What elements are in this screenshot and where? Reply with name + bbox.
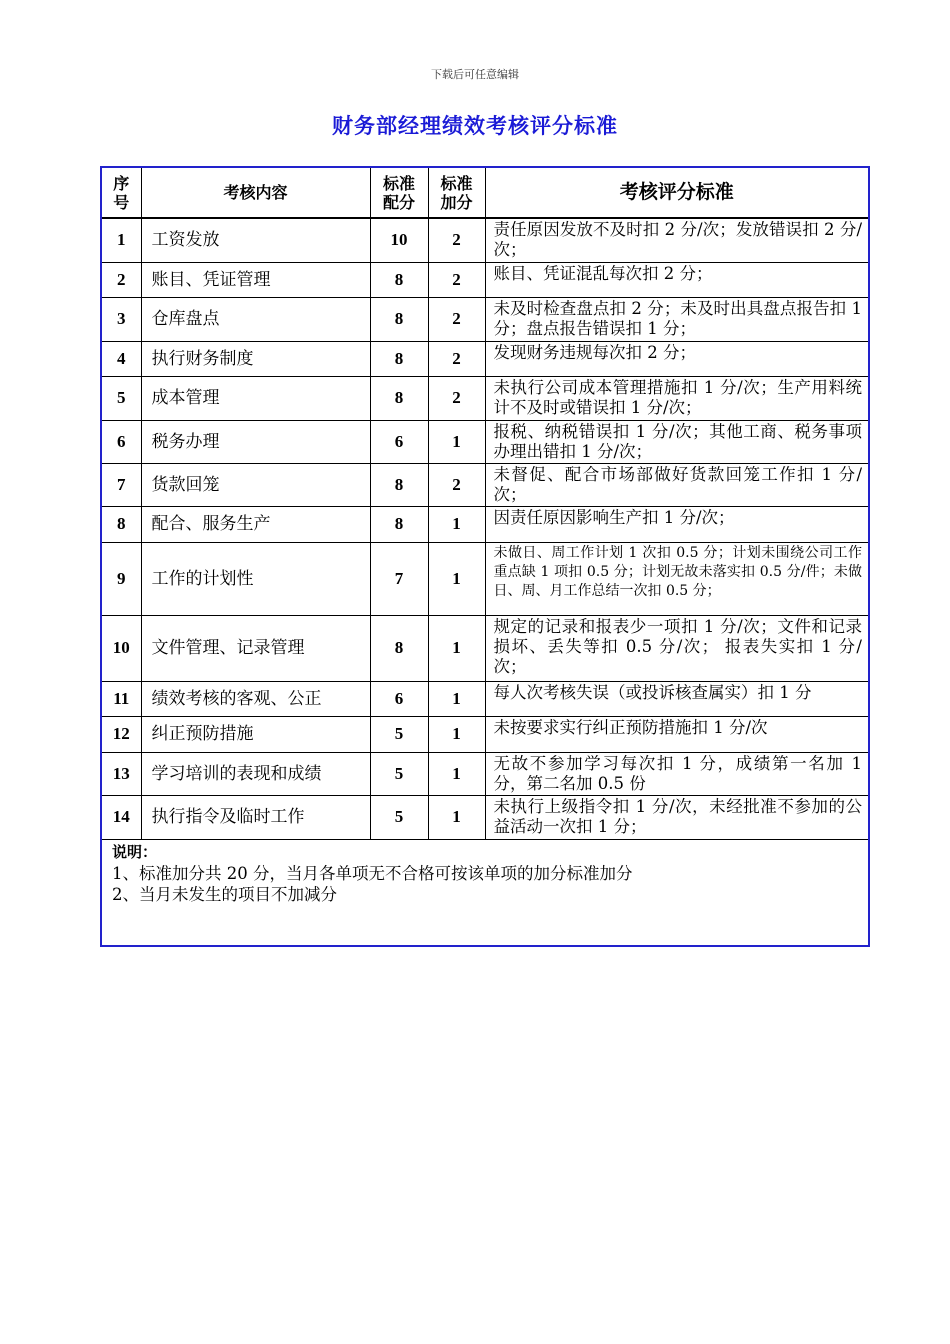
table-row (102, 752, 868, 795)
row-bonus: 2 (428, 376, 485, 420)
row-base-score: 8 (370, 615, 428, 681)
row-seq: 9 (102, 542, 141, 615)
row-base-score: 8 (370, 376, 428, 420)
row-seq: 12 (102, 716, 141, 752)
table-row (102, 506, 868, 542)
table-row (102, 341, 868, 376)
row-seq: 11 (102, 681, 141, 716)
row-seq: 6 (102, 420, 141, 463)
header-base-score: 标准配分 (370, 168, 428, 218)
row-criteria: 无故不参加学习每次扣 1 分，成绩第一名加 1 分，第二名加 0.5 份 (485, 752, 868, 795)
row-content: 执行指令及临时工作 (141, 795, 370, 839)
row-base-score: 10 (370, 218, 428, 262)
notes-cell (102, 839, 868, 943)
table-row (102, 542, 868, 615)
row-content: 配合、服务生产 (141, 506, 370, 542)
row-bonus: 1 (428, 752, 485, 795)
row-criteria: 规定的记录和报表少一项扣 1 分/次；文件和记录损坏、丢失等扣 0.5 分/次； 报表失实扣 1 分/次； (485, 615, 868, 681)
row-criteria: 每人次考核失误（或投诉核查属实）扣 1 分 (485, 681, 868, 716)
table-row (102, 681, 868, 716)
row-content: 文件管理、记录管理 (141, 615, 370, 681)
header-criteria: 考核评分标准 (485, 168, 868, 218)
row-base-score: 6 (370, 420, 428, 463)
row-bonus: 1 (428, 615, 485, 681)
notes-line: 1、标准加分共 20 分，当月各单项无不合格可按该单项的加分标准加分 (112, 863, 633, 883)
row-seq: 7 (102, 463, 141, 506)
row-seq: 14 (102, 795, 141, 839)
row-seq: 3 (102, 297, 141, 341)
row-content: 账目、凭证管理 (141, 262, 370, 297)
row-content: 工作的计划性 (141, 542, 370, 615)
row-base-score: 5 (370, 752, 428, 795)
row-seq: 5 (102, 376, 141, 420)
table-row (102, 615, 868, 681)
header-content: 考核内容 (141, 168, 370, 218)
row-bonus: 1 (428, 542, 485, 615)
assessment-table (102, 168, 868, 943)
row-bonus: 2 (428, 262, 485, 297)
row-base-score: 5 (370, 795, 428, 839)
row-bonus: 2 (428, 297, 485, 341)
row-seq: 2 (102, 262, 141, 297)
row-bonus: 1 (428, 795, 485, 839)
row-base-score: 5 (370, 716, 428, 752)
table-row (102, 297, 868, 341)
row-criteria: 未做日、周工作计划 1 次扣 0.5 分；计划未围绕公司工作重点缺 1 项扣 0.5 分；计划无故未落实扣 0.5 分/件；未做日、周、月工作总结一次扣 0.5 分； (485, 542, 868, 615)
document-title: 财务部经理绩效考核评分标准 (332, 114, 618, 138)
row-content: 纠正预防措施 (141, 716, 370, 752)
row-content: 税务办理 (141, 420, 370, 463)
header-seq: 序号 (102, 168, 141, 218)
row-seq: 10 (102, 615, 141, 681)
row-seq: 4 (102, 341, 141, 376)
row-criteria: 报税、纳税错误扣 1 分/次；其他工商、税务事项办理出错扣 1 分/次； (485, 420, 868, 463)
row-base-score: 6 (370, 681, 428, 716)
row-content: 执行财务制度 (141, 341, 370, 376)
row-base-score: 8 (370, 506, 428, 542)
row-bonus: 1 (428, 681, 485, 716)
row-criteria: 责任原因发放不及时扣 2 分/次；发放错误扣 2 分/次； (485, 218, 868, 262)
row-criteria: 未执行公司成本管理措施扣 1 分/次；生产用料统计不及时或错误扣 1 分/次； (485, 376, 868, 420)
row-bonus: 2 (428, 218, 485, 262)
assessment-table-frame (100, 166, 870, 947)
table-row (102, 262, 868, 297)
row-bonus: 1 (428, 420, 485, 463)
row-content: 成本管理 (141, 376, 370, 420)
row-bonus: 2 (428, 341, 485, 376)
table-row (102, 376, 868, 420)
row-base-score: 8 (370, 297, 428, 341)
row-criteria: 未按要求实行纠正预防措施扣 1 分/次 (485, 716, 868, 752)
row-bonus: 1 (428, 506, 485, 542)
row-content: 货款回笼 (141, 463, 370, 506)
row-criteria: 未执行上级指令扣 1 分/次，未经批准不参加的公益活动一次扣 1 分； (485, 795, 868, 839)
notes-row (102, 839, 868, 943)
notes-title: 说明： (112, 842, 158, 861)
row-criteria: 因责任原因影响生产扣 1 分/次； (485, 506, 868, 542)
watermark-text: 下载后可任意编辑 (431, 68, 519, 81)
table-row (102, 463, 868, 506)
header-bonus: 标准加分 (428, 168, 485, 218)
row-seq: 13 (102, 752, 141, 795)
table-row (102, 795, 868, 839)
row-base-score: 8 (370, 463, 428, 506)
row-criteria: 发现财务违规每次扣 2 分； (485, 341, 868, 376)
row-seq: 1 (102, 218, 141, 262)
notes-line: 2、当月未发生的项目不加减分 (112, 884, 337, 904)
row-criteria: 未督促、配合市场部做好货款回笼工作扣 1 分/次； (485, 463, 868, 506)
table-row (102, 218, 868, 262)
row-base-score: 8 (370, 341, 428, 376)
row-content: 工资发放 (141, 218, 370, 262)
row-base-score: 8 (370, 262, 428, 297)
row-criteria: 未及时检查盘点扣 2 分；未及时出具盘点报告扣 1 分；盘点报告错误扣 1 分； (485, 297, 868, 341)
table-header-row (102, 168, 868, 218)
row-seq: 8 (102, 506, 141, 542)
row-content: 学习培训的表现和成绩 (141, 752, 370, 795)
row-content: 仓库盘点 (141, 297, 370, 341)
row-content: 绩效考核的客观、公正 (141, 681, 370, 716)
table-row (102, 716, 868, 752)
row-base-score: 7 (370, 542, 428, 615)
row-criteria: 账目、凭证混乱每次扣 2 分； (485, 262, 868, 297)
table-row (102, 420, 868, 463)
row-bonus: 2 (428, 463, 485, 506)
row-bonus: 1 (428, 716, 485, 752)
